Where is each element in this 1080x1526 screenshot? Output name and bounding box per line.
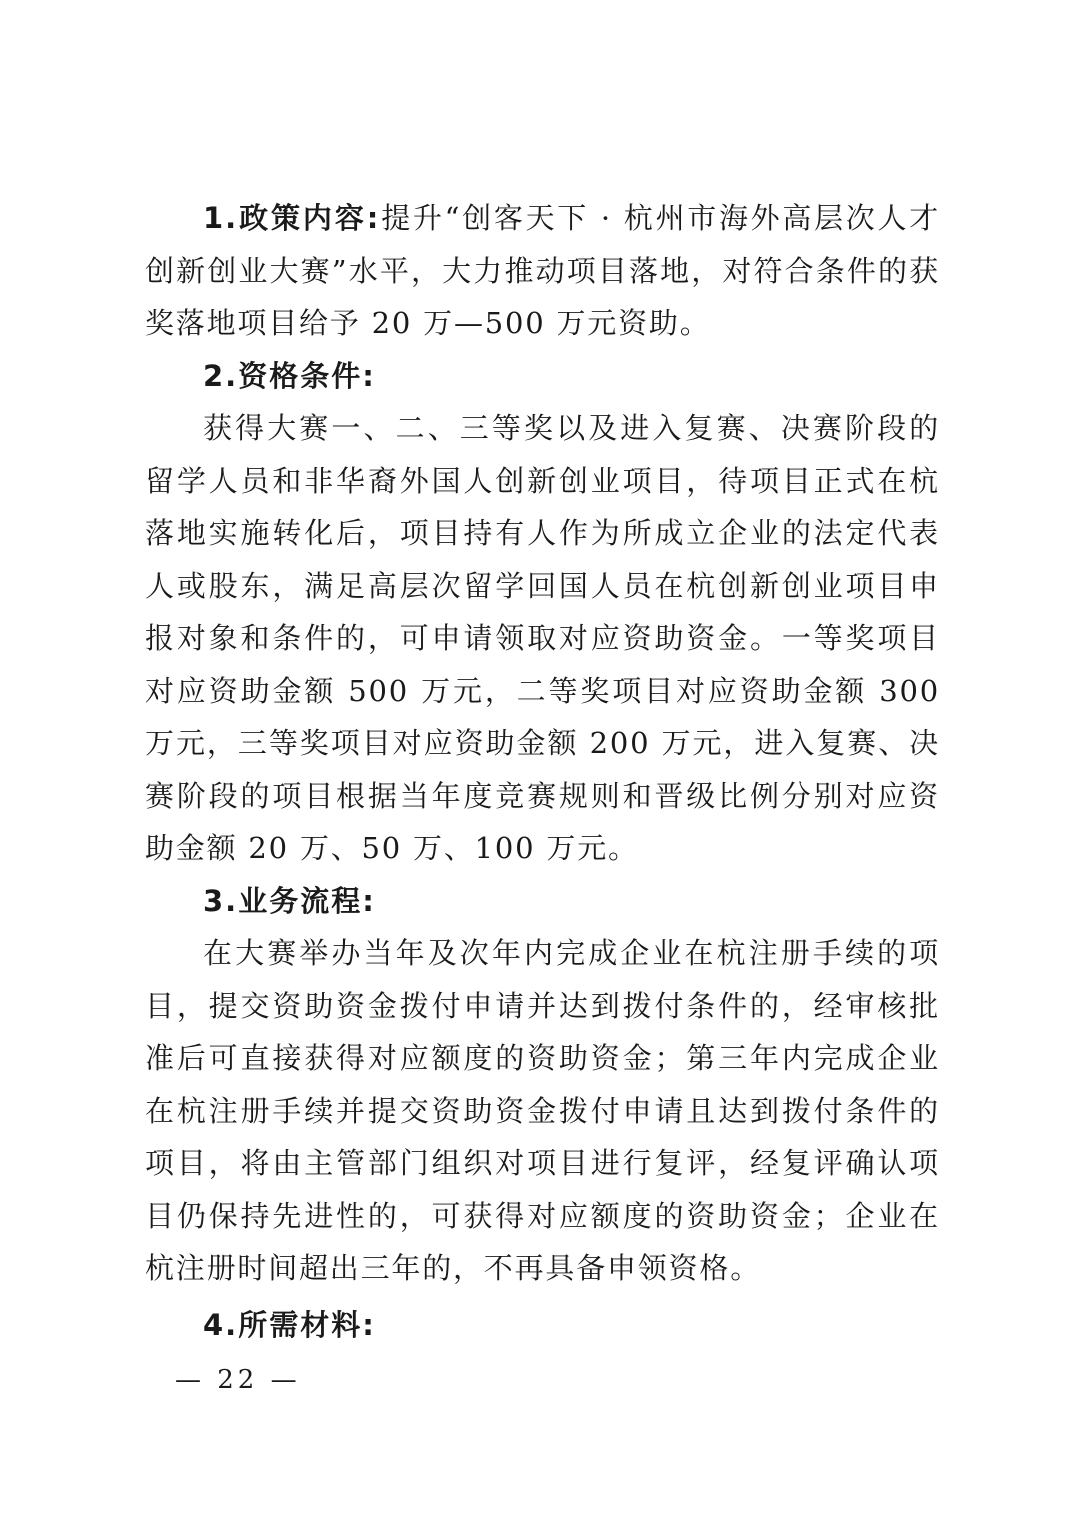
section-heading-policy-content: 1.政策内容: (203, 201, 381, 235)
section-heading-eligibility (145, 350, 940, 403)
section-policy-content (145, 192, 940, 350)
section-text-process: 在大赛举办当年及次年内完成企业在杭注册手续的项目，提交资助资金拨付申请并达到拨付条件的，经审核批准后可直接获得对应额度的资助资金；第三年内完成企业在杭注册手续并提交资助资金拨付申请且达到拨付条件的项目，将由主管部门组织对项目进行复评，经复评确认项目仍保持先进性的，可获得对应额度的资助资金；企业在杭注册时间超出三年的，不再具备申领资格。 (145, 936, 940, 1285)
document-body (145, 192, 940, 1351)
section-heading-process-label: 3.业务流程: (203, 883, 376, 918)
section-heading-process (145, 875, 940, 928)
section-heading-materials (145, 1299, 940, 1352)
section-heading-materials-label: 4.所需材料: (203, 1307, 376, 1342)
section-heading-eligibility-label: 2.资格条件: (203, 358, 376, 393)
page-number: — 22 — (175, 1365, 301, 1395)
section-text-eligibility: 获得大赛一、二、三等奖以及进入复赛、决赛阶段的留学人员和非华裔外国人创新创业项目，待项目正式在杭落地实施转化后，项目持有人作为所成立企业的法定代表人或股东，满足高层次留学回国人员在杭创新创业项目申报对象和条件的，可申请领取对应资助资金。一等奖项目对应资助金额 500 万元，二等奖项目对应资助金额 300 万元，三等奖项目对应资助金额 200 万元，进入复赛、决赛阶段的项目根据当年度竞赛规则和晋级比例分别对应资助金额 20 万、50 万、100 万元。 (145, 411, 940, 865)
section-text-policy-content: 提升“创客天下 · 杭州市海外高层次人才创新创业大赛”水平，大力推动项目落地，对符合条件的获奖落地项目给予 20 万—500 万元资助。 (145, 201, 941, 340)
